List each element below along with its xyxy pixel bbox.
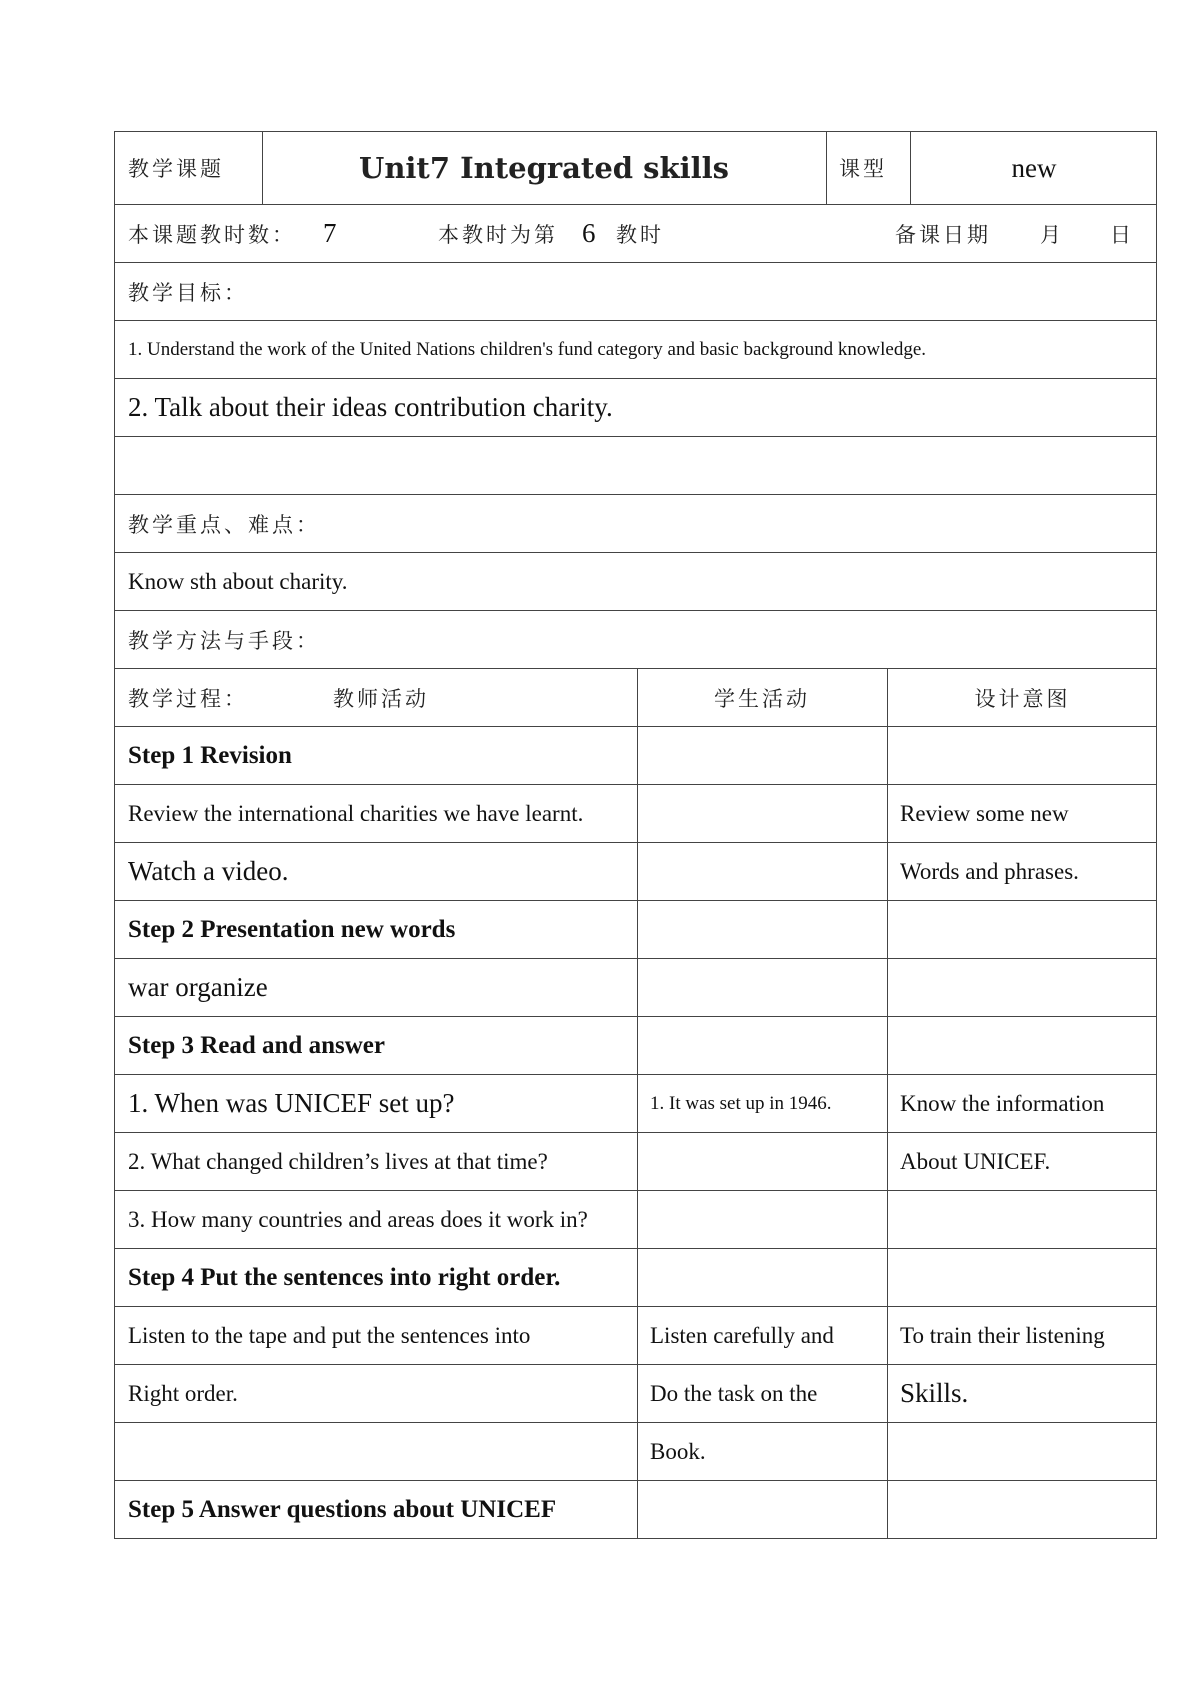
student-activity-cell — [637, 959, 887, 1016]
total-hours-value: 7 — [323, 218, 337, 248]
lesson-plan-table — [114, 131, 1157, 1539]
empty-row — [114, 437, 1157, 495]
student-activity-cell: 1. It was set up in 1946. — [650, 1092, 832, 1114]
teacher-activity-cell: 1. When was UNICEF set up? — [128, 1088, 455, 1118]
objective-1: 1. Understand the work of the United Nations children's fund category and basic background knowledge. — [128, 338, 927, 360]
objective-2: 2. Talk about their ideas contribution charity. — [128, 392, 613, 422]
teacher-activity-cell: Right order. — [128, 1380, 238, 1406]
design-intent-cell — [887, 1481, 1158, 1538]
teacher-activity-cell: Listen to the tape and put the sentences into — [128, 1322, 531, 1348]
current-hour-suffix: 教时 — [616, 222, 664, 247]
student-activity-cell — [637, 1249, 887, 1306]
process-label: 教学过程： — [128, 686, 248, 711]
key-points-row — [114, 553, 1157, 611]
design-intent-header: 设计意图 — [974, 686, 1071, 711]
table-row — [114, 1481, 1157, 1539]
table-row — [114, 1365, 1157, 1423]
design-intent-cell — [887, 1249, 1158, 1306]
student-activity-cell — [637, 901, 887, 958]
table-row — [114, 727, 1157, 785]
objective-1-row — [114, 321, 1157, 379]
lesson-title: Unit7 Integrated skills — [359, 151, 729, 185]
student-activity-cell — [637, 727, 887, 784]
table-row — [114, 901, 1157, 959]
design-intent-cell — [887, 727, 1158, 784]
table-row — [114, 959, 1157, 1017]
teacher-activity-cell: 2. What changed children’s lives at that time? — [128, 1148, 548, 1174]
design-intent-cell — [887, 959, 1158, 1016]
objective-2-row — [114, 379, 1157, 437]
design-intent-cell — [887, 1017, 1158, 1074]
header-row — [114, 131, 1157, 205]
design-intent-cell: About UNICEF. — [900, 1148, 1051, 1174]
design-intent-cell: Review some new — [900, 800, 1069, 826]
teacher-activity-cell: war organize — [128, 972, 268, 1002]
total-hours-label: 本课题教时数： — [128, 222, 296, 247]
table-row — [114, 1191, 1157, 1249]
table-row — [114, 1249, 1157, 1307]
key-points-label: 教学重点、难点： — [128, 512, 320, 537]
teacher-activity-cell: Step 3 Read and answer — [128, 1031, 385, 1059]
teacher-activity-cell: Review the international charities we have learnt. — [128, 800, 584, 826]
teacher-activity-cell: Step 5 Answer questions about UNICEF — [128, 1495, 557, 1523]
day-label: 日 — [1110, 222, 1134, 247]
prep-date-label: 备课日期 — [895, 222, 991, 247]
current-hour-value: 6 — [582, 218, 596, 248]
design-intent-cell — [887, 1423, 1158, 1480]
table-row — [114, 1133, 1157, 1191]
student-activity-header: 学生活动 — [714, 686, 810, 711]
hours-row — [114, 205, 1157, 263]
table-row — [114, 1075, 1157, 1133]
student-activity-cell — [637, 1481, 887, 1538]
table-row — [114, 843, 1157, 901]
design-intent-cell — [887, 1191, 1158, 1248]
design-intent-cell: To train their listening — [900, 1322, 1105, 1348]
student-activity-cell — [637, 1133, 887, 1190]
student-activity-cell — [637, 1017, 887, 1074]
teacher-activity-cell: 3. How many countries and areas does it work in? — [128, 1206, 588, 1232]
student-activity-cell — [637, 1191, 887, 1248]
key-points-label-row — [114, 495, 1157, 553]
type-value: new — [1011, 152, 1057, 183]
objectives-label-row — [114, 263, 1157, 321]
process-rows — [114, 727, 1157, 1539]
design-intent-cell: Skills. — [900, 1378, 969, 1408]
design-intent-cell: Words and phrases. — [900, 858, 1079, 884]
teacher-activity-cell: Watch a video. — [128, 856, 289, 886]
topic-label: 教学课题 — [128, 157, 224, 181]
teacher-activity-cell — [115, 1423, 637, 1480]
teacher-activity-cell: Step 2 Presentation new words — [128, 915, 456, 943]
design-intent-cell: Know the information — [900, 1090, 1105, 1116]
student-activity-cell: Listen carefully and — [650, 1322, 834, 1348]
teacher-activity-cell: Step 4 Put the sentences into right order. — [128, 1263, 561, 1291]
key-points-content: Know sth about charity. — [128, 568, 348, 594]
methods-row — [114, 611, 1157, 669]
table-row — [114, 1423, 1157, 1481]
teacher-activity-cell: Step 1 Revision — [128, 741, 292, 769]
table-row — [114, 1307, 1157, 1365]
design-intent-cell — [887, 901, 1158, 958]
process-header-row — [114, 669, 1157, 727]
objectives-label: 教学目标： — [128, 280, 248, 305]
month-label: 月 — [1040, 222, 1064, 247]
student-activity-cell: Do the task on the — [650, 1380, 818, 1406]
table-row — [114, 1017, 1157, 1075]
student-activity-cell: Book. — [650, 1438, 706, 1464]
student-activity-cell — [637, 785, 887, 842]
methods-label: 教学方法与手段： — [128, 628, 320, 653]
type-label: 课型 — [839, 157, 887, 181]
table-row — [114, 785, 1157, 843]
current-hour-prefix: 本教时为第 — [438, 222, 558, 247]
teacher-activity-header: 教师活动 — [333, 686, 429, 711]
student-activity-cell — [637, 843, 887, 900]
